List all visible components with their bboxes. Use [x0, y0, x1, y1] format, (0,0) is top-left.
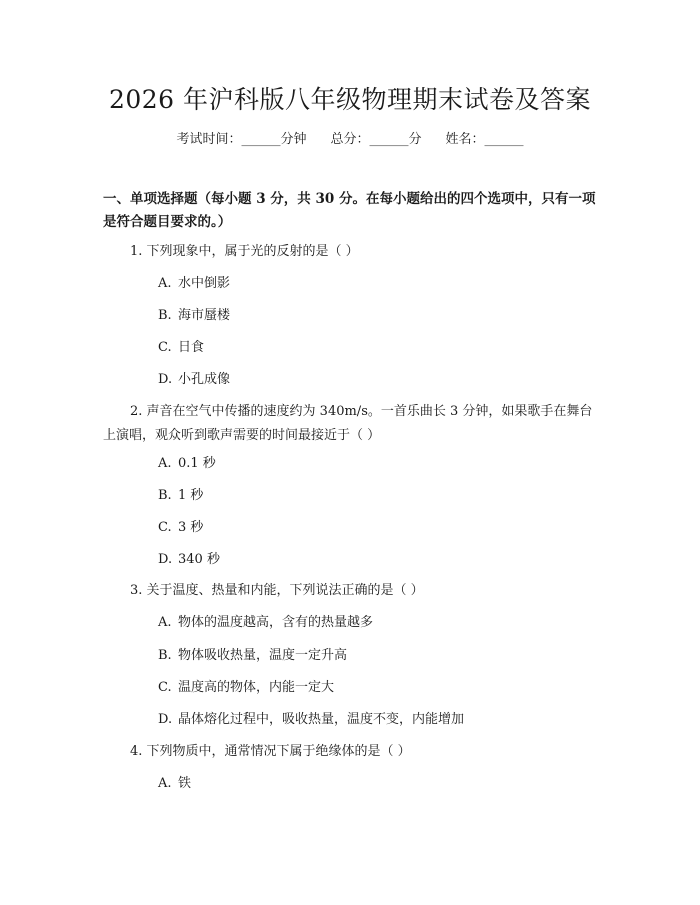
question-1-option-d — [158, 370, 598, 390]
question-3-option-a — [158, 613, 598, 633]
option-letter: A. — [158, 456, 172, 471]
option-text: 晶体熔化过程中，吸收热量，温度不变，内能增加 — [178, 712, 465, 727]
question-1-stem: 1. 下列现象中，属于光的反射的是（ ） — [130, 244, 359, 259]
option-text: 1 秒 — [178, 488, 204, 503]
option-letter: C. — [158, 340, 172, 355]
option-text: 水中倒影 — [178, 276, 231, 291]
question-1-option-a — [158, 274, 598, 294]
question-1-option-c — [158, 338, 598, 358]
option-text: 海市蜃楼 — [178, 308, 231, 323]
option-letter: D. — [158, 712, 173, 727]
question-3-stem: 3. 关于温度、热量和内能，下列说法正确的是（ ） — [130, 583, 424, 598]
question-3-option-c — [158, 678, 598, 698]
option-letter: B. — [158, 308, 172, 323]
option-letter: B. — [158, 648, 172, 663]
option-text: 340 秒 — [178, 552, 220, 567]
question-4-option-a — [158, 774, 598, 794]
question-2-option-b — [158, 486, 598, 506]
option-letter: D. — [158, 552, 173, 567]
option-letter: D. — [158, 372, 173, 387]
exam-meta — [0, 130, 700, 150]
option-letter: A. — [158, 776, 172, 791]
option-text: 物体的温度越高，含有的热量越多 — [178, 615, 374, 630]
option-letter: B. — [158, 488, 172, 503]
student-name-field: 姓名：______ — [445, 132, 524, 147]
option-letter: A. — [158, 276, 172, 291]
question-2-option-d — [158, 550, 598, 570]
option-letter: C. — [158, 680, 172, 695]
option-text: 日食 — [178, 340, 205, 355]
option-text: 3 秒 — [178, 520, 204, 535]
question-1-option-b — [158, 306, 598, 326]
page-title: 2026 年沪科版八年级物理期末试卷及答案 — [108, 85, 592, 114]
question-3-option-d — [158, 710, 598, 730]
option-text: 铁 — [178, 776, 192, 791]
question-4-stem: 4. 下列物质中，通常情况下属于绝缘体的是（ ） — [130, 744, 411, 759]
question-2-option-c — [158, 518, 598, 538]
question-2-stem: 2. 声音在空气中传播的速度约为 340m/s。一首乐曲长 3 分钟，如果歌手在舞台上演唱，观众听到歌声需要的时间最接近于（ ） — [103, 404, 593, 443]
exam-time-field: 考试时间：______分钟 — [176, 132, 307, 147]
option-text: 温度高的物体，内能一定大 — [178, 680, 335, 695]
question-2-option-a — [158, 454, 598, 474]
option-text: 0.1 秒 — [178, 456, 216, 471]
section-heading: 一、单项选择题（每小题 3 分，共 30 分。在每小题给出的四个选项中，只有一项是符合题目要求的。） — [103, 191, 596, 230]
question-3-option-b — [158, 646, 598, 666]
option-text: 物体吸收热量，温度一定升高 — [178, 648, 348, 663]
option-letter: C. — [158, 520, 172, 535]
option-letter: A. — [158, 615, 172, 630]
total-score-field: 总分：______分 — [330, 132, 422, 147]
option-text: 小孔成像 — [178, 372, 231, 387]
